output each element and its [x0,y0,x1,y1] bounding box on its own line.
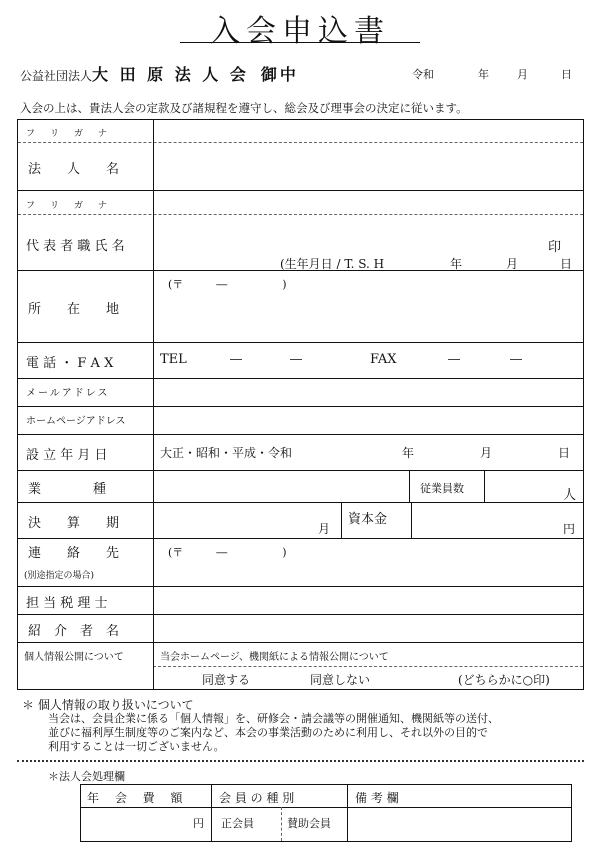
tax-accountant-label: 担 当 税 理 士 [26,596,108,611]
employees-label: 従業員数 [420,482,464,495]
annual-fee-header: 年 会 費 額 [87,791,183,805]
intro-text: 入会の上は、貴法人会の定款及び諸規程を遵守し、総会及び理事会の決定に従います。 [20,101,468,115]
agree-option[interactable]: 同意する [202,673,251,687]
privacy-note-body [48,712,578,754]
date-day: 日 [561,68,572,81]
tel-dash-1: ― [230,352,242,366]
addressee-suffix: 御中 [260,65,299,84]
note-line: 並びに福利厚生制度等のご案内など、本会の事業活動のために利用し、それ以外の目的で [48,726,488,739]
annual-fee-yen: 円 [193,817,204,830]
addressee [20,62,299,85]
fax-dash-1: ― [448,352,460,366]
capital-label: 資本金 [348,512,388,527]
processing-title: ＊法人会処理欄 [48,770,125,783]
choose-instruction: (どちらかに○印) [458,673,550,687]
dotted-separator [17,760,584,762]
fax-dash-2: ― [510,352,522,366]
title-underline [180,42,420,43]
contact-label: 連 絡 先 [28,546,120,561]
fax-label: FAX [370,352,397,367]
application-form [17,119,584,690]
fiscal-month: 月 [318,522,331,536]
tel-label: TEL [160,352,187,367]
birth-year: 年 [450,257,463,271]
privacy-note-title: ＊ 個人情報の取り扱いについて [22,698,194,712]
address-label: 所 在 地 [28,302,120,317]
birth-label: (生年月日 / T. S. H [280,257,385,271]
rep-name-label: 代 表 者 職 氏 名 [26,239,125,254]
postal-code: (〒 ― ) [168,278,287,291]
furigana-label: フ リ ガ ナ [26,129,111,139]
referrer-label: 紹 介 者 名 [28,624,120,639]
addressee-prefix: 公益社団法人 [20,69,93,83]
industry-label: 業 種 [28,482,107,497]
established-month: 月 [480,446,493,460]
addressee-name: 大 田 原 法 人 会 [92,65,249,84]
established-day: 日 [558,446,571,460]
tel-dash-2: ― [290,352,302,366]
fiscal-label: 決 算 期 [28,516,120,531]
capital-yen: 円 [563,522,576,536]
established-label: 設 立 年 月 日 [26,448,108,463]
seal-mark: 印 [548,240,562,255]
disagree-option[interactable]: 同意しない [310,673,371,687]
birth-day: 日 [560,257,573,271]
persons-unit: 人 [563,488,577,503]
homepage-label: ホームページアドレス [26,416,126,427]
email-label: メールアドレス [26,388,110,399]
date-month: 月 [517,68,528,81]
note-line: 利用することは一切ございません。 [48,740,225,753]
member-type-header: 会 員 の 種 別 [219,791,295,805]
processing-table [80,784,572,842]
note-line: 当会は、会員企業に係る「個人情報」を、研修会・請会議等の開催通知、機関紙等の送付、 [48,712,499,725]
date-year: 年 [478,68,489,81]
privacy-question: 当会ホームページ、機関紙による情報公開について [160,652,389,663]
page-title: 入会申込書 [210,14,390,49]
furigana-label-2: フ リ ガ ナ [26,201,111,211]
date-era: 令和 [412,68,434,81]
established-year: 年 [402,446,415,460]
era-options: 大正・昭和・平成・令和 [160,446,293,460]
contact-postal: (〒 ― ) [168,546,287,559]
birth-month: 月 [506,257,519,271]
supporting-member: 賛助会員 [287,817,331,830]
privacy-label: 個人情報公開について [24,652,124,663]
corp-name-label: 法 人 名 [28,162,120,177]
contact-note: (別途指定の場合) [24,571,95,581]
remarks-header: 備 考 欄 [355,791,399,805]
regular-member: 正会員 [221,817,254,830]
phone-fax-label: 電 話 ・ F A X [26,356,114,371]
